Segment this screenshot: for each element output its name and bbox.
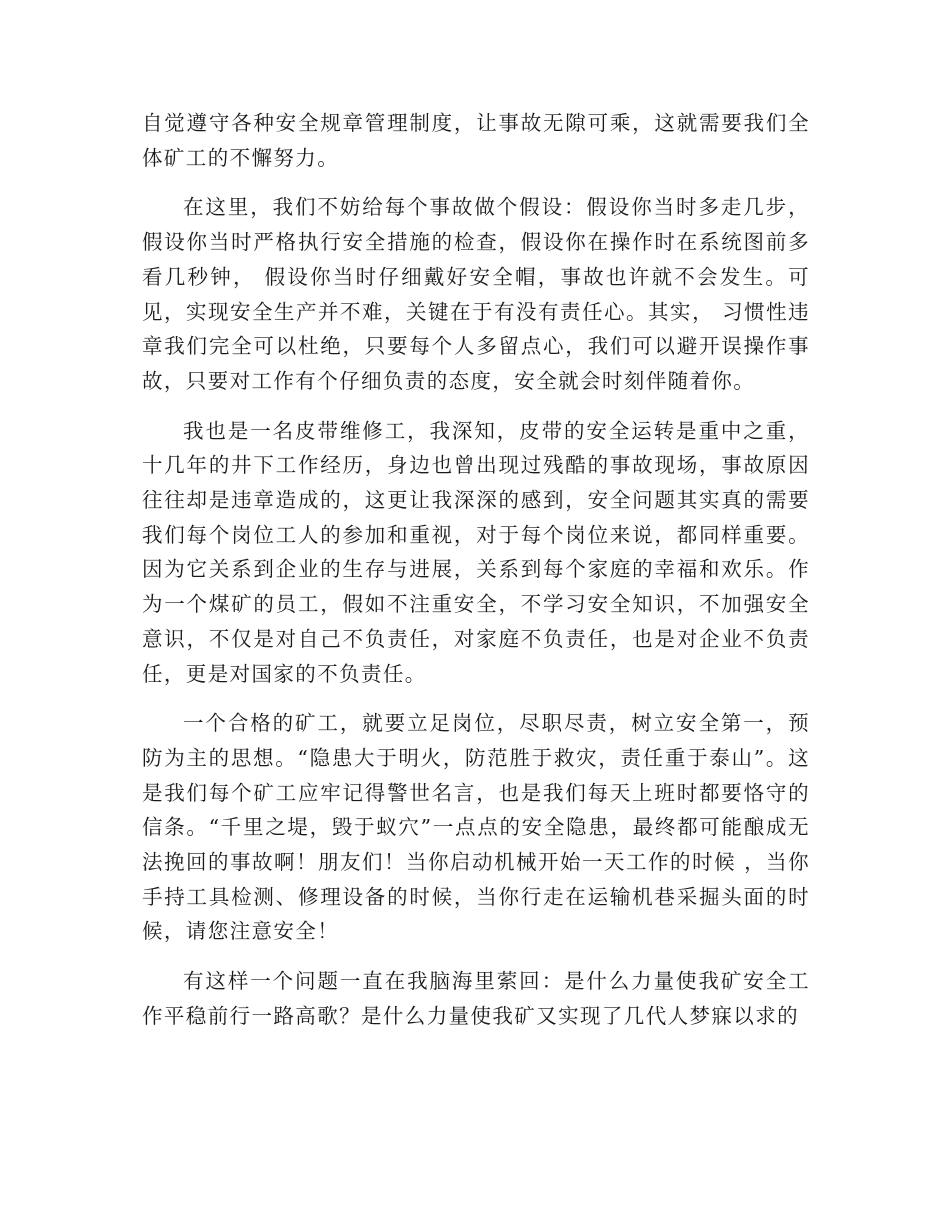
paragraph-1: 自觉遵守各种安全规章管理制度，让事故无隙可乘，这就需要我们全体矿工的不懈努力。: [142, 111, 810, 170]
paragraph-2: 在这里，我们不妨给每个事故做个假设：假设你当时多走几步，假设你当时严格执行安全措施的检查，假设你在操作时在系统图前多看几秒钟， 假设你当时仔细戴好安全帽，事故也许就不会发生。可见，实现安全生产并不难，关键在于有没有责任心。其实， 习惯性违章我们完全可以杜绝，只要每个人多留点心，我们可以避开误操作事故，只要对工作有个仔细负责的态度，安全就会时刻伴随着你。: [142, 195, 810, 393]
paragraph-4: 一个合格的矿工，就要立足岗位，尽职尽责，树立安全第一，预防为主的思想。“隐患大于明火，防范胜于救灾，责任重于泰山”。这是我们每个矿工应牢记得警世名言，也是我们每天上班时都要恪守的信条。“千里之堤，毁于蚁穴”一点点的安全隐患，最终都可能酿成无法挽回的事故啊！朋友们！当你启动机械开始一天工作的时候 ，当你手持工具检测、修理设备的时候，当你行走在运输机巷采掘头面的时候，请您注意安全！: [142, 711, 810, 944]
paragraph-3: 我也是一名皮带维修工，我深知，皮带的安全运转是重中之重，十几年的井下工作经历，身边也曾出现过残酷的事故现场，事故原因往往却是违章造成的，这更让我深深的感到，安全问题其实真的需要我们每个岗位工人的参加和重视，对于每个岗位来说，都同样重要。因为它关系到企业的生存与进展，关系到每个家庭的幸福和欢乐。作为一个煤矿的员工，假如不注重安全，不学习安全知识，不加强安全意识，不仅是对自己不负责任，对家庭不负责任，也是对企业不负责任，更是对国家的不负责任。: [142, 418, 810, 686]
body-text: [142, 106, 810, 1034]
paragraph-5: 有这样一个问题一直在我脑海里萦回：是什么力量使我矿安全工作平稳前行一路高歌？是什么力量使我矿又实现了几代人梦寐以求的: [142, 969, 810, 1028]
